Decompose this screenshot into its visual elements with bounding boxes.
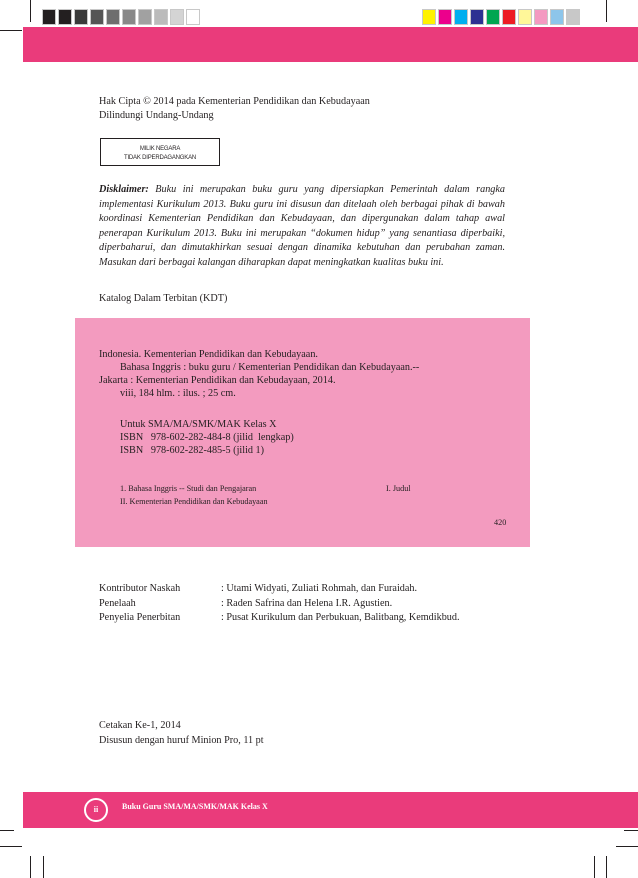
color-swatch: [170, 9, 184, 25]
header-bar: [23, 27, 638, 62]
crop-mark: [30, 0, 31, 22]
color-swatch: [502, 9, 516, 25]
edition-info: [99, 718, 264, 748]
color-swatches: [422, 9, 582, 25]
registration-mark: [0, 830, 14, 831]
color-swatch: [454, 9, 468, 25]
credit-row: [99, 582, 460, 597]
kdt-isbn: ISBN 978-602-282-484-8 (jilid lengkap): [120, 432, 294, 443]
copyright-notice: [99, 95, 370, 123]
color-swatch: [154, 9, 168, 25]
credit-value: : Raden Safrina dan Helena I.R. Agustien.: [221, 597, 393, 609]
registration-mark: [594, 856, 595, 878]
crop-mark: [616, 846, 638, 847]
color-swatch: [518, 9, 532, 25]
kdt-subject: 1. Bahasa Inggris -- Studi dan Pengajaran: [120, 484, 257, 493]
kdt-physical: viii, 184 hlm. : ilus. ; 25 cm.: [120, 388, 236, 399]
copyright-line: Hak Cipta © 2014 pada Kementerian Pendidikan dan Kebudayaan: [99, 96, 370, 107]
color-swatch: [74, 9, 88, 25]
katalog-title: Katalog Dalam Terbitan (KDT): [99, 293, 228, 304]
footer-book-title: Buku Guru SMA/MA/SMK/MAK Kelas X: [122, 802, 268, 811]
color-swatch: [534, 9, 548, 25]
footer-bar: [23, 792, 638, 828]
crop-mark: [30, 856, 31, 878]
color-swatch: [566, 9, 580, 25]
color-swatch: [438, 9, 452, 25]
credit-value: : Utami Widyati, Zuliati Rohmah, dan Furaidah.: [221, 583, 418, 594]
registration-mark: [624, 830, 638, 831]
credit-label: Penyelia Penerbitan: [99, 612, 181, 623]
typeface-line: Disusun dengan huruf Minion Pro, 11 pt: [99, 735, 264, 746]
color-swatch: [106, 9, 120, 25]
color-swatch: [122, 9, 136, 25]
kdt-publisher: Jakarta : Kementerian Pendidikan dan Kebudayaan, 2014.: [99, 375, 336, 386]
kdt-class-number: 420: [494, 518, 507, 527]
stamp-line: MILIK NEGARA: [139, 146, 181, 152]
credit-row: [99, 597, 460, 612]
crop-mark: [0, 846, 22, 847]
grayscale-swatches: [42, 9, 202, 25]
color-swatch: [470, 9, 484, 25]
color-swatch: [90, 9, 104, 25]
disclaimer-text: Buku ini merupakan buku guru yang dipersiapkan Pemerintah dalam rangka implementasi Kurikulum 2013. Buku guru ini disusun dan ditelaah oleh berbagai pihak di bawah koordinasi Kementerian Pendidikan dan Kebudayaan, dan dipergunakan dalam tahap awal penerapan Kurikulum 2013. Buku ini merupakan “dokumen hidup” yang senantiasa diperbaiki, diperbaharui, dan dimutakhirkan sesuai dengan dinamika kebutuhan dan perubahan zaman. Masukan dari berbagai kalangan diharapkan dapat meningkatkan kualitas buku ini.: [99, 184, 505, 268]
crop-mark: [606, 0, 607, 22]
color-swatch: [486, 9, 500, 25]
page-number-badge: ii: [84, 798, 108, 822]
crop-mark: [606, 856, 607, 878]
credit-label: Kontributor Naskah: [99, 583, 181, 594]
color-swatch: [58, 9, 72, 25]
credit-row: [99, 611, 460, 626]
color-swatch: [186, 9, 200, 25]
color-swatch: [422, 9, 436, 25]
state-property-stamp: [100, 138, 220, 166]
edition-line: Cetakan Ke-1, 2014: [99, 720, 181, 731]
color-swatch: [138, 9, 152, 25]
credit-label: Penelaah: [99, 597, 136, 609]
crop-mark: [0, 30, 22, 31]
kdt-author: Indonesia. Kementerian Pendidikan dan Kebudayaan.: [99, 349, 318, 360]
kdt-subject-judul: I. Judul: [386, 484, 411, 493]
kdt-title: Bahasa Inggris : buku guru / Kementerian Pendidikan dan Kebudayaan.--: [120, 362, 420, 373]
color-swatch: [42, 9, 56, 25]
registration-mark: [43, 856, 44, 878]
disclaimer: [99, 183, 505, 270]
disclaimer-label: Disklaimer:: [99, 184, 149, 195]
kdt-audience: Untuk SMA/MA/SMK/MAK Kelas X: [120, 419, 277, 430]
protection-line: Dilindungi Undang-Undang: [99, 110, 214, 121]
stamp-line: TIDAK DIPERDAGANGKAN: [123, 155, 196, 161]
credit-value: : Pusat Kurikulum dan Perbukuan, Balitbang, Kemdikbud.: [221, 612, 460, 623]
kdt-isbn: ISBN 978-602-282-485-5 (jilid 1): [120, 445, 265, 456]
credits: [99, 582, 460, 626]
color-swatch: [550, 9, 564, 25]
kdt-subject: II. Kementerian Pendidikan dan Kebudayaan: [120, 497, 268, 506]
